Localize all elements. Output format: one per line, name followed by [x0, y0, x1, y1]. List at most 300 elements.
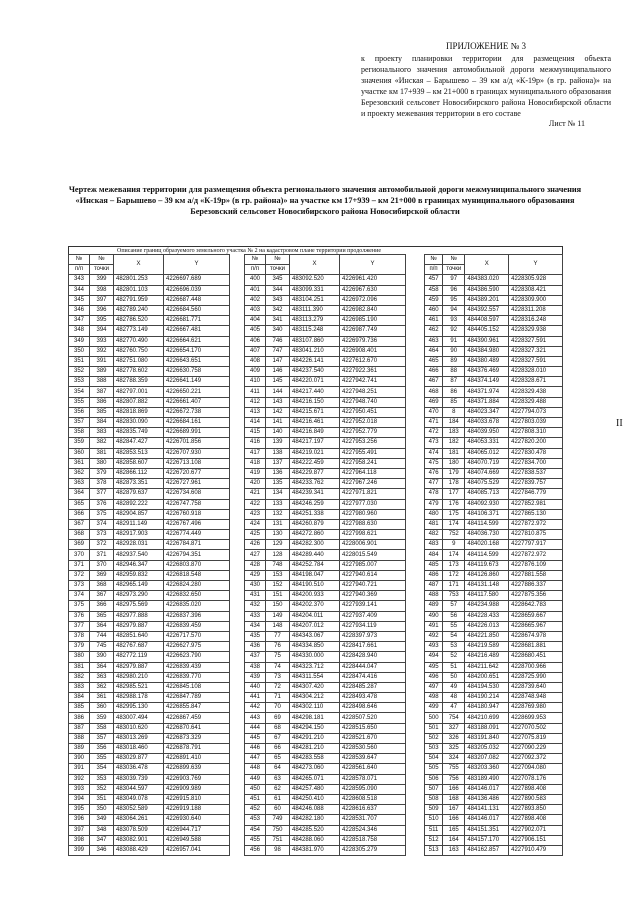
- table-row: [245, 468, 406, 478]
- row-number: 403: [245, 305, 266, 315]
- coord-y: 4226803.870: [164, 560, 230, 570]
- coord-y: 4226687.448: [164, 295, 230, 305]
- coord-y: 4227964.118: [340, 468, 406, 478]
- row-number: 394: [69, 794, 90, 804]
- row-number: 412: [245, 397, 266, 407]
- coord-y: 4227971.821: [340, 489, 406, 499]
- header-np: п/п: [245, 265, 266, 275]
- coord-y: 4228725.990: [509, 672, 563, 682]
- row-number: 513: [425, 845, 443, 855]
- coord-x: 484405.152: [465, 326, 509, 336]
- coord-y: 4227872.972: [509, 550, 563, 560]
- coord-x: 484085.713: [465, 489, 509, 499]
- coord-y: 4227803.039: [509, 418, 563, 428]
- coord-y: 4228485.287: [340, 682, 406, 692]
- coord-x: 484053.331: [465, 438, 509, 448]
- table-row: [425, 835, 563, 845]
- point-number: 90: [443, 346, 465, 356]
- row-number: 379: [69, 642, 90, 652]
- row-number: 489: [425, 601, 443, 611]
- coord-x: 482797.001: [114, 387, 164, 397]
- point-number: 755: [443, 764, 465, 774]
- coord-y: 4226847.789: [164, 693, 230, 703]
- table-row: [425, 397, 563, 407]
- coord-y: 4227977.030: [340, 499, 406, 509]
- coord-y: 4228309.900: [509, 295, 563, 305]
- point-number: 355: [90, 754, 114, 764]
- coord-y: 4227893.850: [509, 805, 563, 815]
- point-number: 149: [266, 611, 290, 621]
- table-row: [425, 438, 563, 448]
- row-number: 426: [245, 540, 266, 550]
- table-row: [425, 794, 563, 804]
- table-row: [69, 407, 230, 417]
- row-number: 503: [425, 744, 443, 754]
- coord-x: 484220.071: [290, 377, 340, 387]
- coord-x: 482801.253: [114, 275, 164, 285]
- row-number: 415: [245, 428, 266, 438]
- point-number: 753: [443, 591, 465, 601]
- table-row: [245, 530, 406, 540]
- row-number: 361: [69, 458, 90, 468]
- coord-x: 484408.597: [465, 316, 509, 326]
- coord-y: 4226839.439: [164, 662, 230, 672]
- table-row: [245, 764, 406, 774]
- point-number: 139: [266, 438, 290, 448]
- table-row: [69, 367, 230, 377]
- table-row: [245, 845, 406, 855]
- coord-y: 4226643.651: [164, 356, 230, 366]
- table-row: [245, 519, 406, 529]
- table-row: [245, 621, 406, 631]
- row-number: 378: [69, 631, 90, 641]
- coord-y: 4226684.161: [164, 418, 230, 428]
- table-row: [69, 418, 230, 428]
- header-x: X: [465, 255, 509, 275]
- coord-x: 484226.013: [465, 621, 509, 631]
- header-y: Y: [509, 255, 563, 275]
- table-row: [245, 835, 406, 845]
- coord-x: 484039.950: [465, 428, 509, 438]
- point-number: 744: [90, 631, 114, 641]
- coord-x: 483115.248: [290, 326, 340, 336]
- header-num: №: [425, 255, 443, 265]
- coord-y: 4226957.041: [164, 845, 230, 855]
- point-number: 94: [443, 305, 465, 315]
- table-row: [69, 468, 230, 478]
- coord-y: 4227906.151: [509, 835, 563, 845]
- table-row: [245, 479, 406, 489]
- coord-y: 4227998.621: [340, 530, 406, 540]
- coord-y: 4228539.647: [340, 754, 406, 764]
- coord-x: 483078.509: [114, 825, 164, 835]
- table-row: [69, 285, 230, 295]
- coord-x: 484283.558: [290, 754, 340, 764]
- point-number: 745: [90, 642, 114, 652]
- coord-x: 483207.082: [465, 754, 509, 764]
- point-number: 173: [443, 560, 465, 570]
- row-number: 371: [69, 560, 90, 570]
- coord-y: 4227830.478: [509, 448, 563, 458]
- coord-x: 484246.259: [290, 499, 340, 509]
- header-point: точки: [266, 265, 290, 275]
- coord-y: 4228329.488: [509, 397, 563, 407]
- coord-x: 483039.739: [114, 774, 164, 784]
- coord-y: 4226794.351: [164, 550, 230, 560]
- row-number: 385: [69, 703, 90, 713]
- row-number: 501: [425, 723, 443, 733]
- table-row: [69, 275, 230, 285]
- coord-y: 4226899.639: [164, 764, 230, 774]
- coord-y: 4228327.321: [509, 346, 563, 356]
- table-row: [69, 621, 230, 631]
- table-row: [245, 560, 406, 570]
- row-number: 488: [425, 591, 443, 601]
- point-number: 98: [266, 845, 290, 855]
- row-number: 476: [425, 468, 443, 478]
- table-row: [425, 479, 563, 489]
- coord-y: 4227852.981: [509, 499, 563, 509]
- header-point-num: №: [443, 255, 465, 265]
- coord-y: 4228498.646: [340, 703, 406, 713]
- coord-x: 484216.150: [290, 397, 340, 407]
- coord-x: 484334.850: [290, 642, 340, 652]
- row-number: 391: [69, 764, 90, 774]
- point-number: 92: [443, 326, 465, 336]
- table-row: [245, 305, 406, 315]
- row-number: 481: [425, 519, 443, 529]
- coord-y: 4228680.451: [509, 652, 563, 662]
- coord-y: 4226987.749: [340, 326, 406, 336]
- coord-y: 4227890.583: [509, 794, 563, 804]
- row-number: 389: [69, 744, 90, 754]
- point-number: 180: [443, 458, 465, 468]
- row-number: 346: [69, 305, 90, 315]
- row-number: 502: [425, 733, 443, 743]
- point-number: 371: [90, 550, 114, 560]
- coord-x: 482760.750: [114, 346, 164, 356]
- table-row: [69, 519, 230, 529]
- coord-y: 4227942.741: [340, 377, 406, 387]
- point-number: 75: [266, 652, 290, 662]
- coord-y: 4228015.549: [340, 550, 406, 560]
- coord-y: 4226627.975: [164, 642, 230, 652]
- row-number: 480: [425, 509, 443, 519]
- row-number: 495: [425, 662, 443, 672]
- coord-x: 482904.857: [114, 509, 164, 519]
- point-number: 351: [90, 794, 114, 804]
- header-num: №: [245, 255, 266, 265]
- table-row: [425, 316, 563, 326]
- point-number: 364: [90, 621, 114, 631]
- table-row: [69, 356, 230, 366]
- coord-y: 4228493.478: [340, 693, 406, 703]
- point-number: 152: [266, 581, 290, 591]
- table-row: [69, 805, 230, 815]
- row-number: 428: [245, 560, 266, 570]
- point-number: 167: [443, 805, 465, 815]
- row-number: 466: [425, 367, 443, 377]
- coord-y: 4228608.518: [340, 794, 406, 804]
- coord-y: 4227838.537: [509, 468, 563, 478]
- point-number: 363: [90, 672, 114, 682]
- coord-y: 4228518.758: [340, 835, 406, 845]
- row-number: 474: [425, 448, 443, 458]
- coord-y: 4226915.810: [164, 794, 230, 804]
- point-number: 151: [266, 591, 290, 601]
- row-number: 448: [245, 764, 266, 774]
- row-number: 372: [69, 570, 90, 580]
- coord-x: 484023.347: [465, 407, 509, 417]
- coord-x: 484157.170: [465, 835, 509, 845]
- point-number: 756: [443, 774, 465, 784]
- coord-y: 4228474.416: [340, 672, 406, 682]
- coord-x: 482917.903: [114, 530, 164, 540]
- row-number: 456: [245, 845, 266, 855]
- table-row: [69, 703, 230, 713]
- row-number: 377: [69, 621, 90, 631]
- coord-y: 4227070.502: [509, 723, 563, 733]
- point-number: 69: [266, 713, 290, 723]
- coord-x: 483049.078: [114, 794, 164, 804]
- row-number: 512: [425, 835, 443, 845]
- coord-x: 482801.103: [114, 285, 164, 295]
- point-number: 386: [90, 397, 114, 407]
- point-number: 367: [90, 591, 114, 601]
- coordinate-tables: [68, 254, 563, 892]
- coord-y: 4226784.871: [164, 540, 230, 550]
- coord-x: 482911.149: [114, 519, 164, 529]
- coord-x: 484239.341: [290, 489, 340, 499]
- row-number: 368: [69, 530, 90, 540]
- row-number: 510: [425, 815, 443, 825]
- row-number: 365: [69, 499, 90, 509]
- coord-x: 484260.879: [290, 519, 340, 529]
- table-row: [69, 845, 230, 855]
- coord-x: 484207.012: [290, 621, 340, 631]
- coord-x: 482892.222: [114, 499, 164, 509]
- row-number: 356: [69, 407, 90, 417]
- table-row: [425, 774, 563, 784]
- coord-y: 4227922.361: [340, 367, 406, 377]
- header-x: X: [114, 255, 164, 275]
- table-row: [425, 764, 563, 774]
- coord-x: 482937.540: [114, 550, 164, 560]
- coord-y: 4227940.614: [340, 570, 406, 580]
- table-row: [69, 581, 230, 591]
- point-number: 374: [90, 519, 114, 529]
- point-number: 70: [266, 703, 290, 713]
- coord-y: 4228674.978: [509, 631, 563, 641]
- point-number: 372: [90, 540, 114, 550]
- row-number: 425: [245, 530, 266, 540]
- row-number: 376: [69, 611, 90, 621]
- coord-x: 483010.620: [114, 723, 164, 733]
- coord-x: 484311.554: [290, 672, 340, 682]
- coord-x: 483082.901: [114, 835, 164, 845]
- coord-x: 482791.959: [114, 295, 164, 305]
- coord-x: 482858.607: [114, 458, 164, 468]
- row-number: 471: [425, 418, 443, 428]
- point-number: 71: [266, 693, 290, 703]
- point-number: 140: [266, 428, 290, 438]
- table-row: [245, 723, 406, 733]
- row-number: 375: [69, 601, 90, 611]
- table-row: [69, 458, 230, 468]
- row-number: 418: [245, 458, 266, 468]
- appendix-text: к проекту планировки территории для размещения объекта регионального значения автомобильной дороги межмуниципального значения «Инская – Барышево – 39 км а/д «К-19р» (в гр. района)» на участке км 17+939 – км 21+000 в границах муниципального образования Березовский сельсовет Новосибирского района Новосибирской области и проекту межевания территории в его составе: [361, 54, 611, 118]
- row-number: 507: [425, 784, 443, 794]
- coord-x: 484281.210: [290, 744, 340, 754]
- row-number: 443: [245, 713, 266, 723]
- table-row: [245, 275, 406, 285]
- coord-y: 4228328.671: [509, 377, 563, 387]
- point-number: 85: [443, 397, 465, 407]
- row-number: 473: [425, 438, 443, 448]
- table-row: [425, 601, 563, 611]
- coord-y: 4226664.621: [164, 336, 230, 346]
- point-number: 382: [90, 438, 114, 448]
- row-number: 373: [69, 581, 90, 591]
- coord-x: 482980.210: [114, 672, 164, 682]
- row-number: 463: [425, 336, 443, 346]
- table-row: [425, 703, 563, 713]
- point-number: 359: [90, 713, 114, 723]
- table-row: [245, 326, 406, 336]
- table-row: [69, 428, 230, 438]
- point-number: 174: [443, 550, 465, 560]
- coord-y: 4227985.007: [340, 560, 406, 570]
- point-number: 150: [266, 601, 290, 611]
- point-number: 73: [266, 672, 290, 682]
- coord-y: 4226909.989: [164, 784, 230, 794]
- row-number: 401: [245, 285, 266, 295]
- point-number: 752: [443, 530, 465, 540]
- drawing-title: Чертеж межевания территории для размещения объекта регионального значения автомобильной дороги межмуниципального значения «Инская – Барышево – 39 км а/д «К-19р» (в гр. района)» на участке км 17+939 – км 21+000 в границах муниципального образования Березовский сельсовет Новосибирского района Новосибирской области: [68, 185, 582, 217]
- coord-x: 483013.269: [114, 733, 164, 743]
- coord-x: 483041.210: [290, 346, 340, 356]
- point-number: 385: [90, 407, 114, 417]
- coord-x: 484180.947: [465, 703, 509, 713]
- coord-y: 4228305.279: [340, 845, 406, 855]
- point-number: 96: [443, 285, 465, 295]
- coord-y: 4228444.047: [340, 662, 406, 672]
- table-row: [425, 305, 563, 315]
- coord-y: 4226697.689: [164, 275, 230, 285]
- coordinate-table-2: [244, 254, 406, 856]
- coord-x: 484343.067: [290, 631, 340, 641]
- table-row: [245, 784, 406, 794]
- table-row: [245, 794, 406, 804]
- row-number: 437: [245, 652, 266, 662]
- point-number: 165: [443, 825, 465, 835]
- coord-x: 484146.017: [465, 815, 509, 825]
- point-number: 9: [443, 540, 465, 550]
- row-number: 402: [245, 295, 266, 305]
- table-row: [69, 764, 230, 774]
- row-number: 487: [425, 581, 443, 591]
- row-number: 493: [425, 642, 443, 652]
- coordinate-table-1: [68, 254, 230, 856]
- coord-y: 4226835.020: [164, 601, 230, 611]
- coord-x: 484092.930: [465, 499, 509, 509]
- coord-x: 482835.749: [114, 428, 164, 438]
- row-number: 433: [245, 611, 266, 621]
- coord-x: 482946.347: [114, 560, 164, 570]
- table-row: [69, 295, 230, 305]
- table-row: [425, 784, 563, 794]
- coord-y: 4226661.407: [164, 397, 230, 407]
- row-number: 483: [425, 540, 443, 550]
- point-number: 62: [266, 784, 290, 794]
- row-number: 450: [245, 784, 266, 794]
- point-number: 52: [443, 652, 465, 662]
- point-number: 57: [443, 601, 465, 611]
- point-number: 143: [266, 397, 290, 407]
- coord-x: 482778.602: [114, 367, 164, 377]
- point-number: 392: [90, 346, 114, 356]
- point-number: 364: [90, 662, 114, 672]
- row-number: 423: [245, 509, 266, 519]
- row-number: 468: [425, 387, 443, 397]
- row-number: 366: [69, 509, 90, 519]
- coord-y: 4228521.670: [340, 733, 406, 743]
- point-number: 61: [266, 794, 290, 804]
- point-number: 350: [90, 805, 114, 815]
- table-row: [69, 377, 230, 387]
- point-number: 48: [443, 693, 465, 703]
- table-row: [69, 794, 230, 804]
- header-x: X: [290, 255, 340, 275]
- table-row: [425, 509, 563, 519]
- point-number: 754: [443, 713, 465, 723]
- coord-y: 4228748.948: [509, 693, 563, 703]
- coord-x: 482959.832: [114, 570, 164, 580]
- coord-x: 482770.490: [114, 336, 164, 346]
- table-row: [245, 693, 406, 703]
- coord-x: 482979.887: [114, 621, 164, 631]
- coord-y: 4227797.917: [509, 540, 563, 550]
- coord-x: 482928.031: [114, 540, 164, 550]
- table-row: [69, 723, 230, 733]
- table-row: [69, 397, 230, 407]
- point-number: 145: [266, 377, 290, 387]
- coord-y: 4227967.246: [340, 479, 406, 489]
- table-row: [69, 733, 230, 743]
- coord-x: 482866.112: [114, 468, 164, 478]
- coord-x: 484036.730: [465, 530, 509, 540]
- coord-x: 484151.351: [465, 825, 509, 835]
- point-number: 356: [90, 744, 114, 754]
- row-number: 397: [69, 825, 90, 835]
- coord-x: 484219.021: [290, 448, 340, 458]
- coord-x: 484250.410: [290, 794, 340, 804]
- coord-x: 482979.887: [114, 662, 164, 672]
- coord-x: 483018.460: [114, 744, 164, 754]
- coord-x: 484228.433: [465, 611, 509, 621]
- row-number: 409: [245, 367, 266, 377]
- coord-y: 4226713.108: [164, 458, 230, 468]
- coord-x: 483205.032: [465, 744, 509, 754]
- point-number: 324: [443, 754, 465, 764]
- point-number: 327: [443, 723, 465, 733]
- point-number: 182: [443, 438, 465, 448]
- point-number: 128: [266, 550, 290, 560]
- coord-y: 4226949.588: [164, 835, 230, 845]
- coord-x: 482773.149: [114, 326, 164, 336]
- row-number: 380: [69, 652, 90, 662]
- coord-y: 4226654.170: [164, 346, 230, 356]
